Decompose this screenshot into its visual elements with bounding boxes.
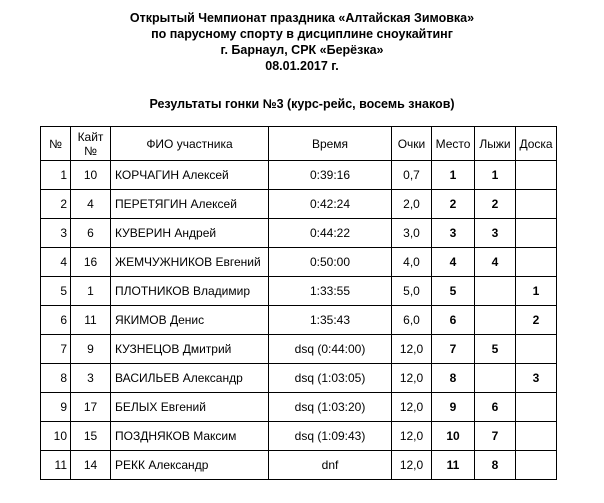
event-discipline: по парусному спорту в дисциплине сноукайтинг [151, 27, 453, 41]
cell-board-place: 1 [516, 277, 557, 306]
cell-ski-place: 2 [475, 190, 516, 219]
cell-num: 5 [41, 277, 71, 306]
cell-participant-name: РЕКК Александр [111, 451, 269, 480]
cell-participant-name: ПЕРЕТЯГИН Алексей [111, 190, 269, 219]
cell-kite-number: 1 [71, 277, 111, 306]
cell-place: 4 [432, 248, 475, 277]
cell-place: 9 [432, 393, 475, 422]
cell-points: 12,0 [392, 422, 432, 451]
cell-num: 7 [41, 335, 71, 364]
event-title: Открытый Чемпионат праздника «Алтайская Зимовка» [129, 11, 475, 25]
cell-num: 9 [41, 393, 71, 422]
cell-place: 10 [432, 422, 475, 451]
cell-ski-place: 1 [475, 161, 516, 190]
event-date: 08.01.2017 г. [265, 59, 339, 73]
cell-ski-place: 5 [475, 335, 516, 364]
col-header-board: Доска [516, 127, 557, 161]
cell-board-place [516, 335, 557, 364]
cell-participant-name: ВАСИЛЬЕВ Александр [111, 364, 269, 393]
cell-time: dsq (0:44:00) [269, 335, 392, 364]
table-header-row [41, 127, 557, 161]
cell-time: dnf [269, 451, 392, 480]
col-header-kite-line2: № [84, 143, 97, 158]
cell-points: 12,0 [392, 364, 432, 393]
cell-participant-name: КУЗНЕЦОВ Дмитрий [111, 335, 269, 364]
cell-kite-number: 17 [71, 393, 111, 422]
cell-num: 2 [41, 190, 71, 219]
cell-num: 10 [41, 422, 71, 451]
table-row [41, 248, 557, 277]
cell-points: 12,0 [392, 335, 432, 364]
col-header-place: Место [432, 127, 475, 161]
cell-participant-name: БЕЛЫХ Евгений [111, 393, 269, 422]
cell-ski-place: 8 [475, 451, 516, 480]
cell-ski-place: 6 [475, 393, 516, 422]
cell-ski-place: 4 [475, 248, 516, 277]
cell-board-place: 3 [516, 364, 557, 393]
cell-place: 11 [432, 451, 475, 480]
cell-time: dsq (1:03:20) [269, 393, 392, 422]
cell-time: dsq (1:09:43) [269, 422, 392, 451]
table-row [41, 277, 557, 306]
cell-participant-name: КОРЧАГИН Алексей [111, 161, 269, 190]
cell-points: 0,7 [392, 161, 432, 190]
cell-place: 8 [432, 364, 475, 393]
cell-participant-name: ЯКИМОВ Денис [111, 306, 269, 335]
race-subtitle: Результаты гонки №3 (курс-рейс, восемь знаков) [149, 97, 455, 111]
cell-kite-number: 14 [71, 451, 111, 480]
col-header-kite-line1: Кайт [77, 129, 104, 144]
cell-points: 12,0 [392, 393, 432, 422]
cell-ski-place [475, 306, 516, 335]
table-row [41, 335, 557, 364]
results-body [41, 161, 557, 480]
cell-points: 3,0 [392, 219, 432, 248]
cell-participant-name: ЖЕМЧУЖНИКОВ Евгений [111, 248, 269, 277]
cell-time: 0:39:16 [269, 161, 392, 190]
cell-ski-place [475, 277, 516, 306]
cell-ski-place [475, 364, 516, 393]
cell-time: 0:42:24 [269, 190, 392, 219]
col-header-num: № [41, 127, 71, 161]
table-row [41, 219, 557, 248]
cell-time: 1:33:55 [269, 277, 392, 306]
cell-board-place: 2 [516, 306, 557, 335]
cell-board-place [516, 219, 557, 248]
cell-kite-number: 3 [71, 364, 111, 393]
cell-ski-place: 7 [475, 422, 516, 451]
cell-kite-number: 15 [71, 422, 111, 451]
cell-points: 6,0 [392, 306, 432, 335]
cell-place: 3 [432, 219, 475, 248]
cell-board-place [516, 393, 557, 422]
col-header-kite [71, 127, 111, 161]
cell-board-place [516, 451, 557, 480]
table-row [41, 364, 557, 393]
cell-num: 4 [41, 248, 71, 277]
cell-num: 8 [41, 364, 71, 393]
table-row [41, 393, 557, 422]
cell-points: 2,0 [392, 190, 432, 219]
cell-board-place [516, 161, 557, 190]
cell-place: 7 [432, 335, 475, 364]
cell-board-place [516, 248, 557, 277]
results-table [40, 126, 557, 480]
cell-place: 5 [432, 277, 475, 306]
table-row [41, 422, 557, 451]
cell-time: 0:50:00 [269, 248, 392, 277]
event-location: г. Барнаул, СРК «Берёзка» [220, 43, 384, 57]
cell-num: 1 [41, 161, 71, 190]
cell-time: 0:44:22 [269, 219, 392, 248]
col-header-points: Очки [392, 127, 432, 161]
cell-time: dsq (1:03:05) [269, 364, 392, 393]
cell-place: 1 [432, 161, 475, 190]
cell-points: 12,0 [392, 451, 432, 480]
cell-participant-name: ПОЗДНЯКОВ Максим [111, 422, 269, 451]
cell-participant-name: КУВЕРИН Андрей [111, 219, 269, 248]
cell-participant-name: ПЛОТНИКОВ Владимир [111, 277, 269, 306]
cell-points: 4,0 [392, 248, 432, 277]
cell-num: 11 [41, 451, 71, 480]
cell-kite-number: 16 [71, 248, 111, 277]
cell-num: 3 [41, 219, 71, 248]
cell-kite-number: 11 [71, 306, 111, 335]
cell-time: 1:35:43 [269, 306, 392, 335]
table-row [41, 451, 557, 480]
cell-place: 6 [432, 306, 475, 335]
document-header [0, 10, 604, 74]
cell-kite-number: 6 [71, 219, 111, 248]
cell-num: 6 [41, 306, 71, 335]
cell-ski-place: 3 [475, 219, 516, 248]
cell-kite-number: 10 [71, 161, 111, 190]
cell-kite-number: 9 [71, 335, 111, 364]
col-header-name: ФИО участника [111, 127, 269, 161]
cell-place: 2 [432, 190, 475, 219]
table-row [41, 190, 557, 219]
col-header-ski: Лыжи [475, 127, 516, 161]
cell-kite-number: 4 [71, 190, 111, 219]
cell-points: 5,0 [392, 277, 432, 306]
col-header-time: Время [269, 127, 392, 161]
table-row [41, 161, 557, 190]
cell-board-place [516, 190, 557, 219]
cell-board-place [516, 422, 557, 451]
table-row [41, 306, 557, 335]
